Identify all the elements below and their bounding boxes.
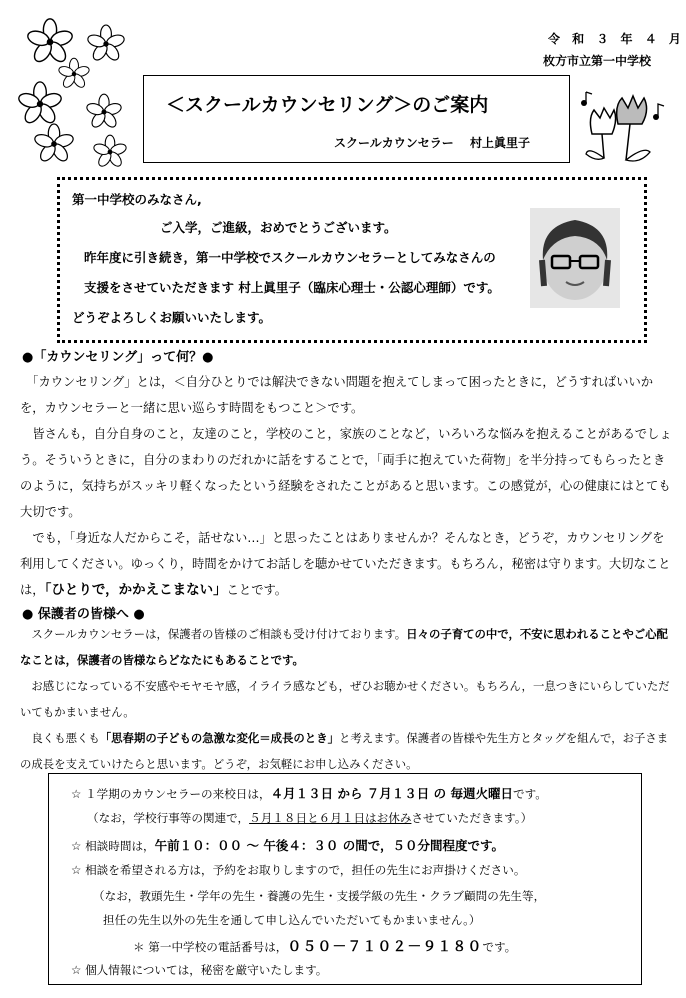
paragraph-text: と考えます。保護者の皆様や先生方とタッグを組んで，お子さまの成長を支えていけたらと思います。どうぞ，お気軽にお申し込みください。 [20,731,669,771]
page-title: ＜スクールカウンセリング＞のご案内 [166,94,489,116]
greeting-line: どうぞよろしくお願いいたします。 [72,310,272,325]
info-line-phone: ＊ 第一中学校の電話番号は，０５０－７１０２－９１８０です。 [133,939,517,955]
counseling-body [20,369,672,603]
greeting-line: 昨年度に引き続き，第一中学校でスクールカウンセラーとしてみなさんの [84,250,496,265]
info-line-privacy: ☆ 個人情報については，秘密を厳守いたします。 [71,963,328,977]
section-heading-parents: ● 保護者の皆様へ ● [22,607,145,622]
paragraph-text: でも，「身近な人だからこそ，話せない…」と思ったことはありませんか？そんなとき，どうぞ，カウンセリングを利用してください。ゆっくり，時間をかけてお話しを聴かせていただきます。もちろん，秘密は守ります。大切なことは， [20,531,671,597]
paragraph-text: お感じになっている不安感やモヤモヤ感，イライラ感なども，ぜひお聴かせください。もちろん，一息つきにいらしていただいてもかまいません。 [20,679,670,719]
tulip-music-illustration [578,88,668,168]
paragraph [20,369,672,421]
sakura-flowers-illustration [12,12,132,172]
paragraph [20,525,672,603]
greeting-line: 第一中学校のみなさん, [72,192,202,207]
counselor-avatar [530,208,620,308]
info-box [48,773,642,985]
emphasis-text: 「思春期の子どもの急激な変化＝成長のとき」 [99,731,339,745]
info-line-note: 担任の先生以外の先生を通して申し込んでいただいてもかまいません。） [103,913,481,927]
greeting-line: ご入学，ご進級，おめでとうございます。 [160,220,397,235]
section-heading-counseling: ●「カウンセリング」って何？● [22,350,214,365]
paragraph-text: 良くも悪くも [31,731,100,745]
info-line-hours: ☆ 相談時間は，午前１０：００ ～ 午後４：３０ の間で，５０分間程度です。 [71,838,504,853]
issue-date: 令 和 ３ 年 ４ 月 [548,32,685,46]
paragraph-text: ことです。 [226,583,288,597]
counselor-name: スクールカウンセラー 村上眞里子 [334,136,530,150]
school-name: 枚方市立第一中学校 [543,54,652,68]
paragraph [20,621,672,673]
paragraph [20,421,672,525]
paragraph [20,725,672,777]
paragraph [20,673,672,725]
paragraph-text: 皆さんも，自分自身のこと，友達のこと，学校のこと，家族のことなど，いろいろな悩みを抱えることがあるでしょう。そういうときに，自分のまわりのだれかに話をすることで，「両手に抱えていた荷物」を半分持ってもらったときのように，気持ちがスッキリ軽くなったという経験をされたことがあると思います。この感覚が，心の健康にはとても大切です。 [20,427,672,519]
paragraph-text: 「カウンセリング」とは，＜自分ひとりでは解決できない問題を抱えてしまって困ったときに，どうすればいいかを，カウンセラーと一緒に思い巡らす時間をもつこと＞です。 [20,375,654,415]
emphasis-text: 日々の子育ての中で，不安に思われることやご心配なことは，保護者の皆様ならどなたにもあることです。 [20,627,668,667]
greeting-box [57,177,647,343]
info-line-request: ☆ 相談を希望される方は，予約をお取りしますので，担任の先生にお声掛けください。 [71,863,526,877]
emphasis-text: 「ひとりで，かかえこまない」 [44,582,227,598]
info-line-schedule: ☆ １学期のカウンセラーの来校日は，４月１３日 から ７月１３日 の 毎週火曜日です。 [71,786,547,801]
paragraph-text: スクールカウンセラーは，保護者の皆様のご相談も受け付けております。 [31,627,407,641]
info-line-holiday: （なお，学校行事等の関連で，５月１８日と６月１日はお休みさせていただきます。） [87,811,533,825]
greeting-line: 支援をさせていただきます 村上眞里子（臨床心理士・公認心理師）です。 [84,280,500,295]
parents-body [20,621,672,777]
title-box [143,75,570,163]
info-line-note: （なお，教頭先生・学年の先生・養護の先生・支援学級の先生・クラブ顧問の先生等， [93,889,546,903]
